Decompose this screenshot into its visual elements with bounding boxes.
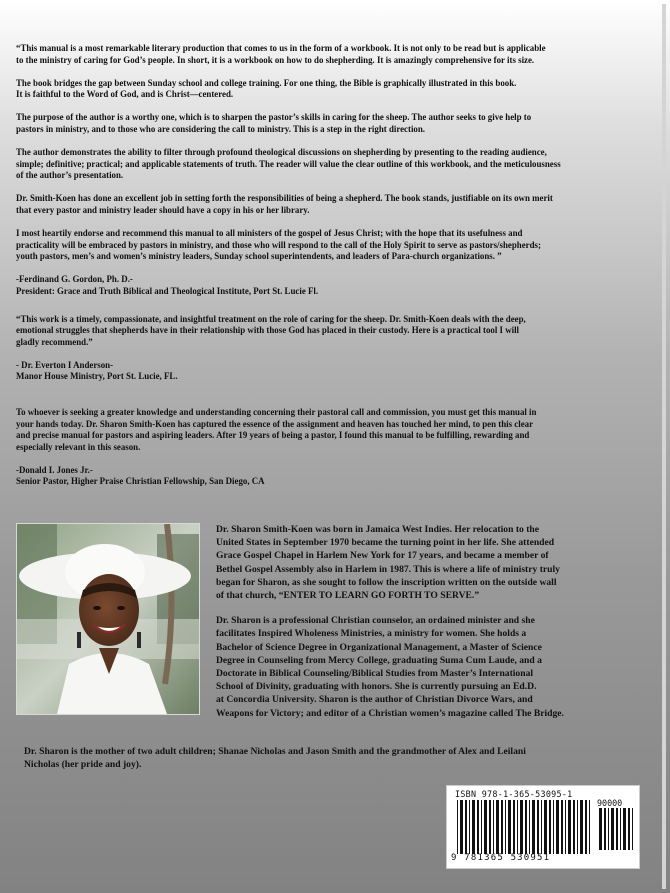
endorser-signature: -Ferdinand G. Gordon, Ph. D.- President: Grace and Truth Biblical and Theological Institute, Port St. Lucie Fl. [16,274,319,296]
isbn-label: ISBN 978-1-365-53095-1 [455,789,573,799]
addon-number: 90000 [597,798,623,808]
endorsement-paragraph: The book bridges the gap between Sunday school and college training. For one thing, the Bible is graphically illustrated in this book. It is faithful to the Word of God, and is Christ—centered. [16,77,517,100]
family-note [24,745,664,771]
bio-paragraph: Dr. Sharon Smith-Koen was born in Jamaica West Indies. Her relocation to the United States in September 1970 became the turning point in her life. She attended Grace Gospel Chapel in Harlem New York for 17 years, and became a member of Bethel Gospel Assembly also in Harlem in 1987. This is where a life of ministry truly began for Sharon, as she sought to follow the inscription written on the outside wall of that church, “ENTER TO LEARN GO FORTH TO SERVE.” [216,524,560,602]
endorsement-paragraph: I most heartily endorse and recommend this manual to all ministers of the gospel of Jesus Christ; with the hope that its usefulness and practicality will be embraced by pastors in ministry, and those who will respond to the call of the Holy Spirit to serve as pastors/shepherds; youth pastors, men’s and women’s ministry leaders, Sunday school superintendents, and leaders of Para-church organizations. ” [16,228,541,262]
endorsements-section [16,43,661,500]
isbn-barcode [446,785,640,869]
barcode-bars-icon [457,800,593,854]
endorsement-paragraph: To whoever is seeking a greater knowledge and understanding concerning their pastoral call and commission, you must get this manual in your hands today. Dr. Sharon Smith-Koen has captured the essence of the assignment and heaven has touched her mind, to pen this clear and precise manual for pastors and aspiring leaders. After 19 years of being a pastor, I found this manual to be fulfilling, rewarding and especially relevant in this season. [16,406,537,452]
endorser-signature: - Dr. Everton I Anderson- Manor House Ministry, Port St. Lucie, FL. [16,359,178,382]
addon-bars-icon [599,808,635,850]
endorsement-paragraph: The purpose of the author is a worthy one, which is to sharpen the pastor’s skills in caring for the sheep. The author seeks to give help to pastors in ministry, and to those who are considering the call to ministry. This is a step in the right direction. [16,112,532,134]
ean-digits: 9 781365 530951 [451,853,551,863]
family-paragraph: Dr. Sharon is the mother of two adult children; Shanae Nicholas and Jason Smith and the grandmother of Alex and Leilani Nicholas (her pride and joy). [24,746,526,771]
endorsement-paragraph: “This manual is a most remarkable literary production that comes to us in the form of a workbook. It is not only to be read but is applicable to the ministry of caring for God’s people. In short, it is a workbook on how to do shepherding. It is amazingly comprehensive for its size. [16,43,546,65]
endorsement-paragraph: The author demonstrates the ability to filter through profound theological discussions on shepherding by presenting to the reading audience, simple; definitive; practical; and applicable statements of truth. The reader will value the clear outline of this workbook, and the meticulousness of the author’s presentation. [16,147,561,181]
author-bio [216,523,666,732]
endorser-signature: -Donald I. Jones Jr.- Senior Pastor, Higher Praise Christian Fellowship, San Diego, CA [16,464,265,487]
endorsement-paragraph: Dr. Smith-Koen has done an excellent job in setting forth the responsibilities of being a shepherd. The book stands, justifiable on its own merit that every pastor and ministry leader should have a copy in his or her library. [16,193,553,215]
endorsement-paragraph: “This work is a timely, compassionate, and insightful treatment on the role of caring for the sheep. Dr. Smith-Koen deals with the deep, emotional struggles that shepherds have in their relationship with those God has placed in their custody. Here is a practical tool I will gladly recommend.” [16,313,526,347]
author-photo [16,523,200,715]
back-cover [4,4,666,889]
bio-paragraph: Dr. Sharon is a professional Christian counselor, an ordained minister and she facilitates Inspired Wholeness Ministries, a ministry for women. She holds a Bachelor of Science Degree in Organizational Management, a Master of Science Degree in Counseling from Mercy College, graduating Suma Cum Laude, and a Doctorate in Biblical Counseling/Biblical Studies from Master’s International School of Divinity, graduating with honors. She is currently pursuing an Ed.D. at Concordia University. Sharon is the author of Christian Divorce Wars, and Weapons for Victory; and editor of a Christian women’s magazine called The Bridge. [216,615,564,719]
